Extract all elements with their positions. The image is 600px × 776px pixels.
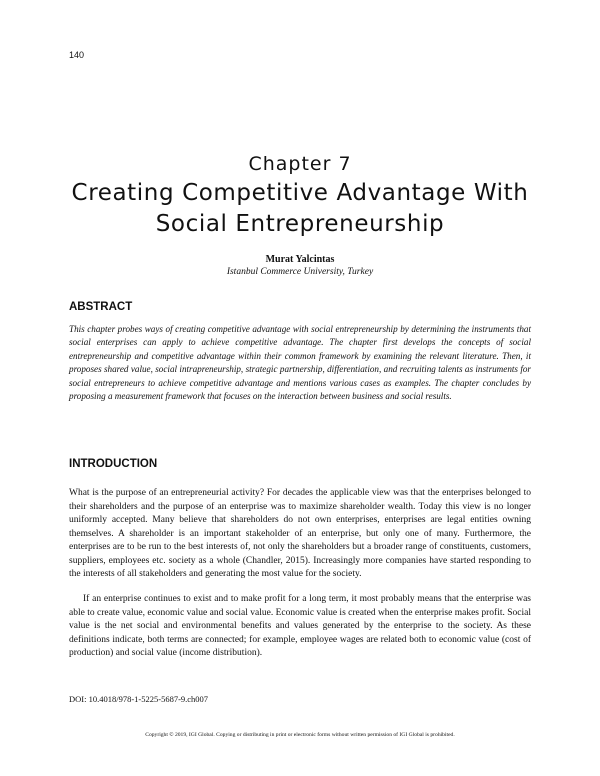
author-name: Murat Yalcintas (265, 254, 335, 265)
abstract-text: This chapter probes ways of creating competitive advantage with social entrepreneurship by determining the instruments that social enterprises can apply to achieve competitive advantage. The chapter first develops the concepts of social entrepreneurship and competitive advantage within their common framework by examining the relevant literature. Then, it proposes shared value, social intrapreneurship, strategic partnership, differentiation, and recruiting talents as instruments for social entrepreneurs to achieve competitive advantage and mentions various cases as examples. The chapter concludes by proposing a measurement framework that focuses on the interaction between business and social results. (69, 324, 531, 402)
chapter-title: Creating Competitive Advantage With Social Entrepreneurship (71, 180, 529, 237)
page-number: 140 (69, 50, 85, 60)
introduction-paragraph-2: If an enterprise continues to exist and to make profit for a long term, it most probably means that the enterprise was able to create value, economic value and social value. Economic value is created when the enterprise makes profit. Social value is the net social and environmental benefits and values generated by the enterprise to the society. As these definitions indicate, both terms are connected; for example, employee wages are related both to economic value (cost of production) and social value (income distribution). (69, 594, 531, 658)
introduction-paragraph-1: What is the purpose of an entrepreneurial activity? For decades the applicable view was that the enterprises belonged to their shareholders and the purpose of an enterprise was to maximize shareholder wealth. Today this view is no longer uniformly accepted. Many believe that shareholders do not own enterprises, enterprises are legal entities owning themselves. A shareholder is an important stakeholder of an enterprise, but only one of many. Furthermore, the enterprises are to be run to the best interests of, not only the shareholders but a broader range of constituents, customers, suppliers, employees etc. society as a whole (Chandler, 2015). Increasingly more companies have started responding to the interests of all stakeholders and generating the most value for the society. (69, 488, 531, 579)
chapter-label: Chapter 7 (248, 153, 352, 175)
introduction-heading: INTRODUCTION (69, 458, 158, 470)
abstract-heading: ABSTRACT (69, 301, 133, 313)
copyright-notice: Copyright © 2019, IGI Global. Copying or distributing in print or electronic forms without written permission of IGI Global is prohibited. (145, 732, 455, 738)
author-affiliation: Istanbul Commerce University, Turkey (226, 267, 374, 277)
doi-line: DOI: 10.4018/978-1-5225-5687-9.ch007 (69, 694, 209, 704)
